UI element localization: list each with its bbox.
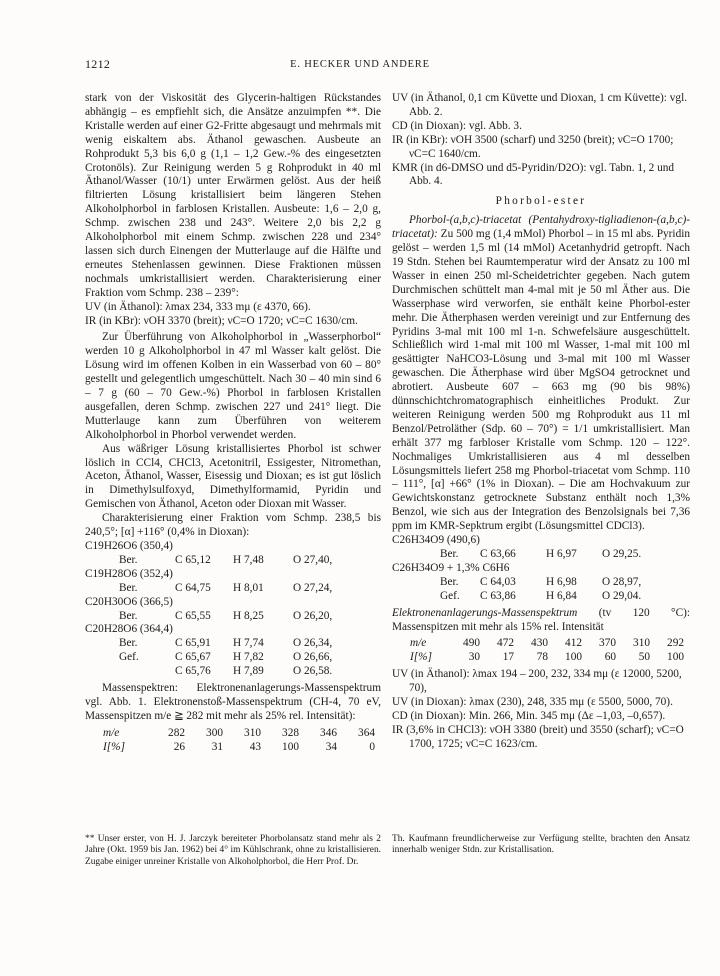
table-label: m/e <box>410 637 427 650</box>
ir-spectrum-phorbol: IR (in KBr): νOH 3500 (scharf) und 3250 (breit); νC=O 1700; νC=C 1640/cm. <box>392 133 674 160</box>
formula-line: C20H28O6 (364,4) <box>85 623 173 636</box>
analysis-line: Ber. C 65,55 H 8,25 O 26,20, <box>119 609 333 622</box>
table-cell: 310 <box>633 637 650 650</box>
section-heading: Phorbol-ester <box>495 195 587 208</box>
table-cell: 31 <box>211 740 223 753</box>
uv-spectrum-triacetate-ethanol: UV (in Äthanol): λmax 194 – 200, 232, 334 mμ (ε 12000, 5200, 70), <box>392 668 682 695</box>
ir-spectrum-triacetate: IR (3,6% in CHCl3): νOH 3380 (breit) und 3550 (scharf); νC=O 1700, 1725; νC=C 1623/cm. <box>392 723 684 750</box>
table-cell: 43 <box>249 740 261 753</box>
formula-line: C19H28O6 (352,4) <box>85 567 173 580</box>
analysis-line: Ber. C 65,12 H 7,48 O 27,40, <box>119 553 333 566</box>
procedure-text: Zu 500 mg (1,4 mMol) Phorbol – in 15 ml abs. Pyridin gelöst – werden 1,5 ml (14 mMol) Acetanhydrid getropft. Nach 19 Stdn. Stehen bei Raumtemperatur wird der Ansatz zu 100 ml Wasser in einen 250 ml-Scheidetrichter gegeben. Nach gutem Durchmischen schüttelt man 4-mal mit je 50 ml Äther aus. Die Wasserphase wird verworfen, sie enthält keine Phorbol-ester mehr. Die Ätherphasen werden vereinigt und zur Entfernung des Pyridins 3-mal mit 100 ml 1-n. Schwefelsäure ausgeschüttelt. Schließlich wird 1-mal mit 100 ml Wasser, 1-mal mit 100 ml gesättigter NaHCO3-Lösung und 3-mal mit 100 ml Wasser gewaschen. Die Ätherphase wird über MgSO4 getrocknet und abrotiert. Ausbeute 607 – 663 mg (90 bis 98%) dünnschichtchromatographisch einheitliches Produkt. Zur weiteren Reinigung werden 500 mg Rohprodukt aus 11 ml Benzol/Petroläther (Sdp. 60 – 70°) = 1/1 umkristallisiert. Man erhält 377 mg farbloser Kristalle vom Schmp. 120 – 122°. Nochmaliges Umkristallisieren aus 4 ml desselben Lösungsmittels liefert 258 mg Phorbol-triacetat vom Schmp. 110 – 111°, [α] +66° (1% in Dioxan). – Die am Hochvakuum zur Gewichtskonstanz getrocknete Substanz enthält noch 1,3% Benzol, wie sich aus der Integration des Benzolsignals bei 7,36 ppm im KMR-Sepktrum ergibt (Lösungsmittel CDCl3). <box>392 228 690 533</box>
paragraph-characterization: Charakterisierung einer Fraktion vom Schmp. 238,5 bis 240,5°; [α] +116° (0,4% in Dioxan): <box>85 512 381 539</box>
right-column <box>392 92 690 752</box>
found-line: Gef. C 65,67 H 7,82 O 26,66, <box>119 651 333 664</box>
table-row <box>85 741 375 755</box>
uv-spectrum-alkoholphorbol: UV (in Äthanol): λmax 234, 333 mμ (ε 4370, 66). <box>85 300 311 313</box>
paragraph-mass-spectra: Massenspektren: Elektronenanlagerungs-Massenspektrum vgl. Abb. 1. Elektronenstoß-Massenspektrum (CH-4, 70 eV, Massenspitzen m/e ≧ 282 mit mehr als 25% rel. Intensität): <box>85 682 381 722</box>
table-cell: 100 <box>282 740 299 753</box>
found-line: C 65,76 H 7,89 O 26,58. <box>175 665 333 678</box>
table-cell: 34 <box>325 740 337 753</box>
table-cell: 50 <box>638 651 650 664</box>
table-cell: 100 <box>667 651 684 664</box>
table-cell: 30 <box>468 651 480 664</box>
uv-spectrum-phorbol: UV (in Äthanol, 0,1 cm Küvette und Dioxan, 1 cm Küvette): vgl. Abb. 2. <box>392 92 688 118</box>
kmr-spectrum-phorbol: KMR (in d6-DMSO und d5-Pyridin/D2O): vgl. Tabn. 1, 2 und Abb. 4. <box>392 161 675 188</box>
table-cell: 490 <box>463 637 480 650</box>
table-cell: 26 <box>173 740 185 753</box>
page-header <box>0 58 720 78</box>
table-cell: 17 <box>502 651 514 664</box>
left-column <box>85 92 381 757</box>
analysis-line: Ber. C 63,66 H 6,97 O 29,25. <box>440 548 642 560</box>
table-cell: 0 <box>369 740 375 753</box>
table-cell: 282 <box>168 726 185 739</box>
uv-spectrum-triacetate-dioxan: UV (in Dioxan): λmax (230), 248, 335 mμ (ε 5500, 5000, 70). <box>392 696 673 709</box>
elemental-analysis-right <box>392 534 690 604</box>
table-label: I[%] <box>410 651 432 664</box>
formula-line: C26H34O9 + 1,3% C6H6 <box>392 561 510 574</box>
formula-line: C26H34O9 (490,6) <box>392 534 480 547</box>
paragraph-crystallization: stark von der Viskosität des Glycerin-haltigen Rückstandes abhängig – es empfiehlt sich, die Ansätze anzuimpfen **. Die Kristalle werden auf einer G2-Fritte abgesaugt und mehrmals mit wenig eiskaltem abs. Äthanol gewaschen. Ausbeute an Rohprodukt 5,3 bis 6,0 g (1,1 – 1,2 Gew.-% des eingesetzten Crotonöls). Zur Reinigung werden 5 g Rohprodukt in 40 ml Äthanol/Wasser (10/1) unter Erwärmen gelöst. Aus der heiß filtrierten Lösung kristallisiert beim längeren Stehen Alkoholphorbol in farblosen Kristallen. Ausbeute: 1,6 – 2,0 g, Schmp. zwischen 238 und 243°. Weitere 2,0 bis 2,2 g Alkoholphorbol mit einem Schmp. zwischen 228 und 234° lassen sich durch Einengen der Mutterlauge auf die Hälfte und erneutes Stehenlassen gewinnen. Diese Fraktionen müssen nochmals umkristallisiert werden. Charakterisierung einer Fraktion vom Schmp. 238 – 239°: <box>85 92 381 299</box>
formula-line: C19H26O6 (350,4) <box>85 540 173 552</box>
mass-spectrum-table-right <box>392 637 684 665</box>
paragraph-solubility: Aus wäßriger Lösung kristallisiertes Phorbol ist schwer löslich in CCl4, CHCl3, Acetonitril, Essigester, Nitromethan, Aceton, Äthanol, Wasser, Eisessig und Dioxan; es ist gut löslich in Dimethylsulfoxyd, Dimethylformamid, Pyridin und Gemischen von Äthanol, Aceton oder Dioxan mit Wasser. <box>85 442 381 511</box>
footnote-right: Th. Kaufmann freundlicherweise zur Verfügung stellte, brachten den Ansatz innerhalb weniger Stdn. zur Kristallisation. <box>392 834 690 856</box>
footnote-left: ** Unser erster, von H. J. Jarczyk bereiteter Phorbolansatz stand mehr als 2 Jahre (Okt. 1959 bis Jan. 1962) bei 4° im Kühlschrank, ohne zu kristallisieren. Zugabe einiger unreiner Kristalle von Alkoholphorbol, die Herr Prof. Dr. <box>85 834 381 867</box>
table-row <box>392 637 684 651</box>
running-title: E. HECKER UND ANDERE <box>290 59 430 70</box>
table-cell: 310 <box>244 726 261 739</box>
formula-line: C20H30O6 (366,5) <box>85 595 173 608</box>
table-cell: 78 <box>536 651 548 664</box>
analysis-line: Ber. C 64,03 H 6,98 O 28,97, <box>440 575 642 588</box>
table-cell: 430 <box>531 637 548 650</box>
table-cell: 300 <box>206 726 223 739</box>
analysis-line: Ber. C 65,91 H 7,74 O 26,34, <box>119 637 333 650</box>
mass-spectrum-heading <box>392 607 690 635</box>
paragraph-conversion: Zur Überführung von Alkoholphorbol in „Wasserphorbol“ werden 10 g Alkoholphorbol in 47 ml Wasser kalt gelöst. Die Lösung wird im offenen Kolben in ein Wasserbad von 60 – 80° gestellt und gelegentlich umgeschüttelt. Nach 30 – 40 min sind 6 – 7 g (60 – 70 Gew.-%) Phorbol in farblosen Kristallen ausgefallen, deren Schmp. zwischen 227 und 241° liegt. Die Mutterlauge kann zum Überführen von weiterem Alkoholphorbol in Phorbol verwendet werden. <box>85 331 381 441</box>
analysis-line: Ber. C 64,75 H 8,01 O 27,24, <box>119 581 333 594</box>
elemental-analysis-left <box>85 540 381 679</box>
table-cell: 328 <box>282 726 299 739</box>
cd-spectrum-phorbol: CD (in Dioxan): vgl. Abb. 3. <box>392 119 522 132</box>
table-cell: 292 <box>667 637 684 650</box>
ms-title-rest: (tv 120 °C): Massenspitzen mit mehr als 15% rel. Intensität <box>392 606 690 633</box>
table-row <box>392 651 684 665</box>
table-cell: 370 <box>599 637 616 650</box>
ir-spectrum-alkoholphorbol: IR (in KBr): νOH 3370 (breit); νC=O 1720; νC=C 1630/cm. <box>85 314 358 327</box>
compound-name: Phorbol-(a,b,c)-triacetat (Pentahydroxy-tigliadienon-(a,b,c)-triacetat): <box>392 214 690 241</box>
mass-spectrum-table-left <box>85 727 375 755</box>
ms-title: Elektronenanlagerungs-Massenspektrum <box>392 606 578 619</box>
table-cell: 100 <box>565 651 582 664</box>
paragraph-triacetate <box>392 214 690 534</box>
table-cell: 412 <box>565 637 582 650</box>
table-row <box>85 727 375 741</box>
table-cell: 472 <box>497 637 514 650</box>
found-line: Gef. C 63,86 H 6,84 O 29,04. <box>440 589 642 602</box>
cd-spectrum-triacetate: CD (in Dioxan): Min. 266, Min. 345 mμ (Δε –1,03, –0,657). <box>392 709 666 722</box>
table-cell: 346 <box>320 726 337 739</box>
table-cell: 364 <box>358 726 375 739</box>
table-cell: 60 <box>604 651 616 664</box>
table-label: I[%] <box>103 740 125 753</box>
page-number: 1212 <box>85 57 111 71</box>
table-label: m/e <box>103 726 120 739</box>
